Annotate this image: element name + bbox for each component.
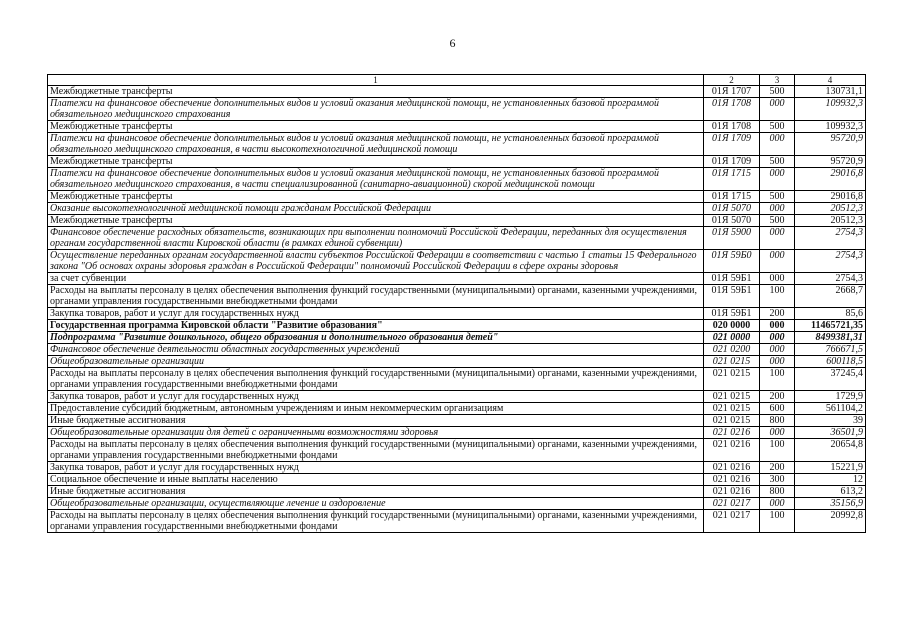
row-code-cell: 021 0216 — [704, 439, 760, 462]
row-type-cell: 600 — [760, 403, 795, 415]
row-sum-cell: 130731,1 — [795, 86, 866, 98]
row-type-cell: 000 — [760, 98, 795, 121]
row-code-cell: 01Я 1715 — [704, 191, 760, 203]
row-type-cell: 000 — [760, 320, 795, 332]
row-code-cell: 021 0200 — [704, 344, 760, 356]
table-row — [48, 391, 866, 403]
table-row — [48, 273, 866, 285]
table-row — [48, 250, 866, 273]
row-name-cell: Общеобразовательные организации, осуществляющие лечение и оздоровление — [48, 498, 704, 510]
row-sum-cell: 11465721,35 — [795, 320, 866, 332]
row-sum-cell: 95720,9 — [795, 133, 866, 156]
row-name-cell: Платежи на финансовое обеспечение дополнительных видов и условий оказания медицинской помощи, не установленных базовой программой обязательного медицинского страхования, в части специализированной (санитарно-авиационной) скорой медицинской помощи — [48, 168, 704, 191]
row-sum-cell: 109932,3 — [795, 121, 866, 133]
table-row — [48, 215, 866, 227]
row-name-cell: за счет субвенции — [48, 273, 704, 285]
row-name-cell: Межбюджетные трансферты — [48, 121, 704, 133]
table-header-row — [48, 75, 866, 86]
row-type-cell: 500 — [760, 191, 795, 203]
row-type-cell: 000 — [760, 344, 795, 356]
table-row — [48, 427, 866, 439]
row-sum-cell: 2754,3 — [795, 250, 866, 273]
row-sum-cell: 8499381,31 — [795, 332, 866, 344]
row-code-cell: 021 0215 — [704, 415, 760, 427]
row-type-cell: 000 — [760, 273, 795, 285]
row-name-cell: Межбюджетные трансферты — [48, 156, 704, 168]
row-type-cell: 000 — [760, 250, 795, 273]
row-sum-cell: 2668,7 — [795, 285, 866, 308]
row-code-cell: 01Я 1709 — [704, 133, 760, 156]
row-code-cell: 021 0216 — [704, 474, 760, 486]
row-code-cell: 021 0215 — [704, 391, 760, 403]
table-row — [48, 474, 866, 486]
table-row — [48, 403, 866, 415]
row-code-cell: 01Я 59Б0 — [704, 250, 760, 273]
table-row — [48, 156, 866, 168]
row-sum-cell: 2754,3 — [795, 227, 866, 250]
table-row — [48, 344, 866, 356]
row-code-cell: 021 0215 — [704, 356, 760, 368]
row-name-cell: Общеобразовательные организации для детей с ограниченными возможностями здоровья — [48, 427, 704, 439]
table-row — [48, 462, 866, 474]
row-sum-cell: 39 — [795, 415, 866, 427]
table-row — [48, 285, 866, 308]
row-sum-cell: 36501,9 — [795, 427, 866, 439]
row-type-cell: 000 — [760, 356, 795, 368]
row-name-cell: Платежи на финансовое обеспечение дополнительных видов и условий оказания медицинской помощи, не установленных базовой программой обязательного медицинского страхования, в части высокотехнологичной медицинской помощи — [48, 133, 704, 156]
row-name-cell: Финансовое обеспечение расходных обязательств, возникающих при выполнении полномочий Российской Федерации, переданных для осуществления органам государственной власти Кировской области (в рамках единой субвенции) — [48, 227, 704, 250]
budget-table — [47, 74, 866, 533]
row-sum-cell: 95720,9 — [795, 156, 866, 168]
row-code-cell: 01Я 59Б1 — [704, 285, 760, 308]
row-code-cell: 01Я 59Б1 — [704, 308, 760, 320]
row-name-cell: Закупка товаров, работ и услуг для государственных нужд — [48, 308, 704, 320]
row-sum-cell: 37245,4 — [795, 368, 866, 391]
table-row — [48, 203, 866, 215]
row-name-cell: Расходы на выплаты персоналу в целях обеспечения выполнения функций государственными (муниципальными) органами, казенными учреждениями, органами управления государственными внебюджетными фондами — [48, 368, 704, 391]
table-row — [48, 498, 866, 510]
row-type-cell: 100 — [760, 285, 795, 308]
row-name-cell: Иные бюджетные ассигнования — [48, 415, 704, 427]
row-sum-cell: 2754,3 — [795, 273, 866, 285]
row-name-cell: Общеобразовательные организации — [48, 356, 704, 368]
row-code-cell: 01Я 1709 — [704, 156, 760, 168]
table-row — [48, 356, 866, 368]
row-type-cell: 100 — [760, 368, 795, 391]
row-sum-cell: 20512,3 — [795, 203, 866, 215]
row-code-cell: 021 0215 — [704, 403, 760, 415]
row-name-cell: Платежи на финансовое обеспечение дополнительных видов и условий оказания медицинской помощи, не установленных базовой программой обязательного медицинского страхования — [48, 98, 704, 121]
header-col-4: 4 — [795, 75, 866, 86]
row-sum-cell: 29016,8 — [795, 191, 866, 203]
row-name-cell: Расходы на выплаты персоналу в целях обеспечения выполнения функций государственными (муниципальными) органами, казенными учреждениями, органами управления государственными внебюджетными фондами — [48, 510, 704, 533]
row-code-cell: 021 0216 — [704, 486, 760, 498]
row-type-cell: 000 — [760, 168, 795, 191]
row-sum-cell: 600118,5 — [795, 356, 866, 368]
row-type-cell: 000 — [760, 427, 795, 439]
row-type-cell: 100 — [760, 439, 795, 462]
page-number: 6 — [449, 36, 456, 50]
table-row — [48, 98, 866, 121]
row-type-cell: 000 — [760, 133, 795, 156]
table-row — [48, 486, 866, 498]
row-name-cell: Межбюджетные трансферты — [48, 86, 704, 98]
header-col-2: 2 — [704, 75, 760, 86]
table-row — [48, 227, 866, 250]
row-sum-cell: 29016,8 — [795, 168, 866, 191]
row-name-cell: Государственная программа Кировской области "Развитие образования" — [48, 320, 704, 332]
row-sum-cell: 15221,9 — [795, 462, 866, 474]
row-name-cell: Оказание высокотехнологичной медицинской помощи гражданам Российской Федерации — [48, 203, 704, 215]
row-sum-cell: 613,2 — [795, 486, 866, 498]
row-name-cell: Межбюджетные трансферты — [48, 191, 704, 203]
header-col-3: 3 — [760, 75, 795, 86]
table-row — [48, 168, 866, 191]
row-sum-cell: 20992,8 — [795, 510, 866, 533]
row-type-cell: 500 — [760, 156, 795, 168]
row-name-cell: Иные бюджетные ассигнования — [48, 486, 704, 498]
row-type-cell: 000 — [760, 227, 795, 250]
row-type-cell: 500 — [760, 215, 795, 227]
table-row — [48, 510, 866, 533]
row-code-cell: 01Я 1707 — [704, 86, 760, 98]
row-sum-cell: 12 — [795, 474, 866, 486]
table-row — [48, 415, 866, 427]
row-type-cell: 800 — [760, 486, 795, 498]
row-type-cell: 500 — [760, 121, 795, 133]
row-type-cell: 000 — [760, 332, 795, 344]
row-type-cell: 800 — [760, 415, 795, 427]
row-name-cell: Расходы на выплаты персоналу в целях обеспечения выполнения функций государственными (муниципальными) органами, казенными учреждениями, органами управления государственными внебюджетными фондами — [48, 439, 704, 462]
row-type-cell: 000 — [760, 498, 795, 510]
row-code-cell: 01Я 5070 — [704, 215, 760, 227]
row-type-cell: 000 — [760, 203, 795, 215]
row-sum-cell: 35156,9 — [795, 498, 866, 510]
row-sum-cell: 20654,8 — [795, 439, 866, 462]
table-row — [48, 133, 866, 156]
row-code-cell: 01Я 1715 — [704, 168, 760, 191]
row-code-cell: 01Я 1708 — [704, 98, 760, 121]
table-row — [48, 320, 866, 332]
row-sum-cell: 20512,3 — [795, 215, 866, 227]
row-type-cell: 200 — [760, 391, 795, 403]
table-row — [48, 439, 866, 462]
table-row — [48, 368, 866, 391]
row-code-cell: 021 0216 — [704, 427, 760, 439]
row-sum-cell: 109932,3 — [795, 98, 866, 121]
row-name-cell: Закупка товаров, работ и услуг для государственных нужд — [48, 462, 704, 474]
row-type-cell: 100 — [760, 510, 795, 533]
table-row — [48, 308, 866, 320]
row-code-cell: 01Я 5900 — [704, 227, 760, 250]
row-code-cell: 01Я 1708 — [704, 121, 760, 133]
row-type-cell: 200 — [760, 308, 795, 320]
row-type-cell: 500 — [760, 86, 795, 98]
row-sum-cell: 85,6 — [795, 308, 866, 320]
row-code-cell: 021 0215 — [704, 368, 760, 391]
header-col-1: 1 — [48, 75, 704, 86]
row-code-cell: 021 0000 — [704, 332, 760, 344]
row-name-cell: Осуществление переданных органам государственной власти субъектов Российской Федерации в соответствии с частью 1 статьи 15 Федерального закона "Об основах охраны здоровья граждан в Российской Федерации" полномочий Российской Федерации в сфере охраны здоровья — [48, 250, 704, 273]
row-code-cell: 01Я 5070 — [704, 203, 760, 215]
table-row — [48, 191, 866, 203]
row-code-cell: 020 0000 — [704, 320, 760, 332]
row-name-cell: Подпрограмма "Развитие дошкольного, общего образования и дополнительного образования детей" — [48, 332, 704, 344]
row-code-cell: 021 0216 — [704, 462, 760, 474]
row-code-cell: 01Я 59Б1 — [704, 273, 760, 285]
row-type-cell: 300 — [760, 474, 795, 486]
row-type-cell: 200 — [760, 462, 795, 474]
table-row — [48, 332, 866, 344]
row-name-cell: Финансовое обеспечение деятельности областных государственных учреждений — [48, 344, 704, 356]
row-sum-cell: 561104,2 — [795, 403, 866, 415]
row-name-cell: Предоставление субсидий бюджетным, автономным учреждениям и иным некоммерческим организациям — [48, 403, 704, 415]
row-code-cell: 021 0217 — [704, 510, 760, 533]
row-sum-cell: 1729,9 — [795, 391, 866, 403]
row-code-cell: 021 0217 — [704, 498, 760, 510]
table-body — [48, 86, 866, 533]
row-name-cell: Закупка товаров, работ и услуг для государственных нужд — [48, 391, 704, 403]
table-row — [48, 121, 866, 133]
row-name-cell: Межбюджетные трансферты — [48, 215, 704, 227]
row-name-cell: Социальное обеспечение и иные выплаты населению — [48, 474, 704, 486]
table-row — [48, 86, 866, 98]
row-name-cell: Расходы на выплаты персоналу в целях обеспечения выполнения функций государственными (муниципальными) органами, казенными учреждениями, органами управления государственными внебюджетными фондами — [48, 285, 704, 308]
row-sum-cell: 766671,5 — [795, 344, 866, 356]
